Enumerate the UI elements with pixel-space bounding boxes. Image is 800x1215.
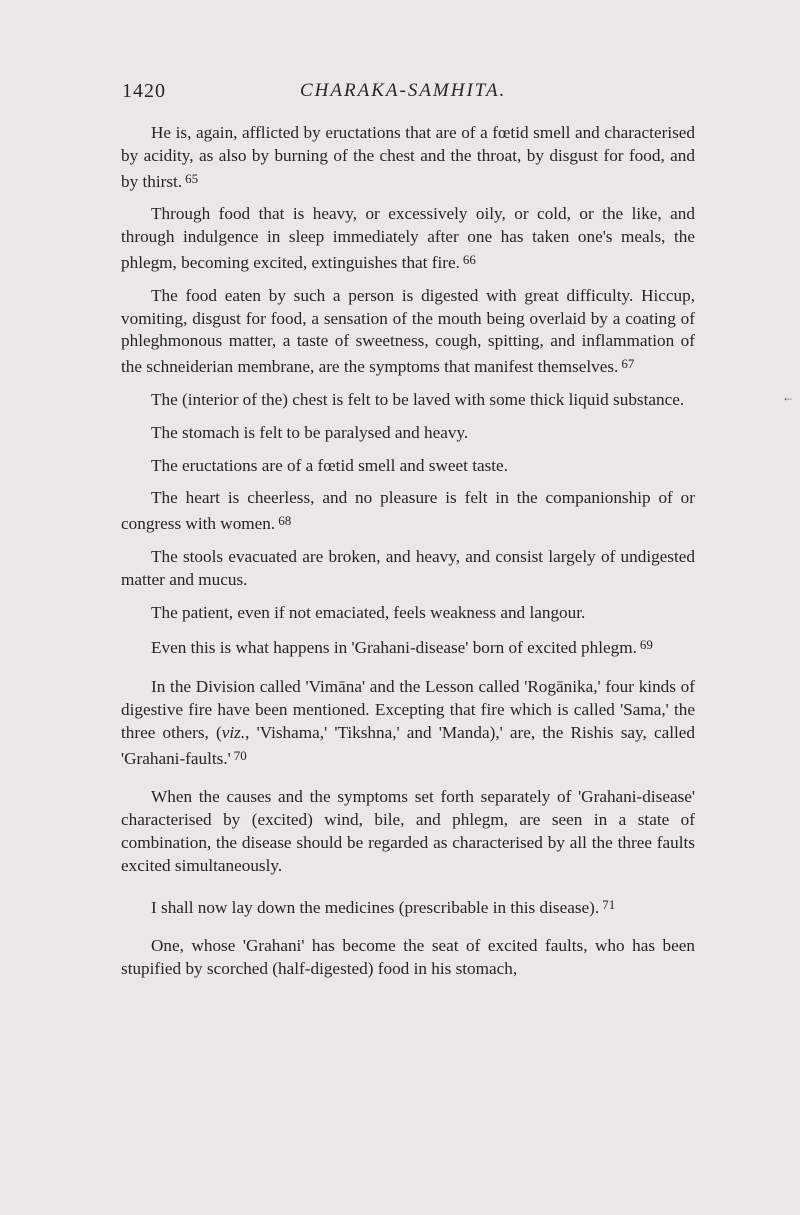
- paragraph-grahani: One, whose 'Grahani' has become the seat of excited faults, who has been stupified by scorched (half-digested) food in his stomach,: [121, 936, 695, 979]
- paragraph-stools: The stools evacuated are broken, and heavy, and consist largely of undigested matter and mucus.: [121, 546, 695, 589]
- paragraph-eructations: The eructations are of a fœtid smell and sweet taste.: [151, 455, 508, 475]
- paragraph-71: I shall now lay down the medicines (prescribable in this disease). $^{71}$: [151, 896, 616, 917]
- verse-number: 67: [621, 356, 635, 372]
- paragraph-65: He is, again, afflicted by eructations that are of a fœtid smell and characterised by acidity, as also by burning of the chest and the throat, by disgust for food, and by thirst. $^{65}$: [121, 123, 695, 191]
- verse-number: 69: [639, 637, 653, 653]
- page-header: [0, 80, 800, 104]
- paragraph-combination: When the causes and the symptoms set forth separately of 'Grahani-disease' characterised by (excited) wind, bile, and phlegm, are seen in a state of combination, the disease should be regarded as characterised by all the three faults excited simultaneously.: [121, 787, 695, 875]
- italic-viz: viz.: [221, 722, 246, 742]
- paragraph-70: In the Division called 'Vimāna' and the Lesson called 'Rogānika,' four kinds of digestive fire have been mentioned. Excepting that fire which is called 'Sama,' the three others, (viz., 'Vishama,' 'Tikshna,' and 'Manda),' are, the Rishis say, called 'Grahani-faults.' $^{70}$: [121, 677, 696, 768]
- page-number: 1420: [122, 80, 166, 102]
- paragraph-68: The heart is cheerless, and no pleasure is felt in the companionship of or congress with women. $^{68}$: [121, 488, 695, 534]
- paragraph-patient: The patient, even if not emaciated, feels weakness and langour.: [151, 602, 586, 622]
- paragraph-69: Even this is what happens in 'Grahani-disease' born of excited phlegm. $^{69}$: [151, 637, 653, 658]
- paragraph-67: The food eaten by such a person is digested with great difficulty. Hiccup, vomiting, disgust for food, a sensation of the mouth being overlaid by a coating of phleghmonous matter, a taste of sweetness, cough, spitting, and inflammation of the schneiderian membrane, are the symptoms that manifest themselves. $^{67}$: [121, 285, 695, 377]
- paragraph-66: Through food that is heavy, or excessively oily, or cold, or the like, and through indulgence in sleep immediately after one has taken one's meals, the phlegm, becoming excited, extinguishes that fire. $^{66}$: [121, 204, 695, 272]
- running-title: CHARAKA-SAMHITA.: [300, 80, 507, 101]
- verse-number: 66: [462, 251, 476, 267]
- verse-number: 65: [185, 170, 199, 186]
- paragraph-chest: The (interior of the) chest is felt to be laved with some thick liquid substance.: [151, 389, 685, 409]
- verse-number: 70: [233, 747, 247, 763]
- verse-number: 71: [602, 896, 616, 912]
- margin-arrow-icon: ←: [782, 390, 794, 404]
- body-text: [121, 122, 695, 991]
- paragraph-stomach: The stomach is felt to be paralysed and heavy.: [151, 422, 469, 442]
- verse-number: 68: [278, 513, 292, 529]
